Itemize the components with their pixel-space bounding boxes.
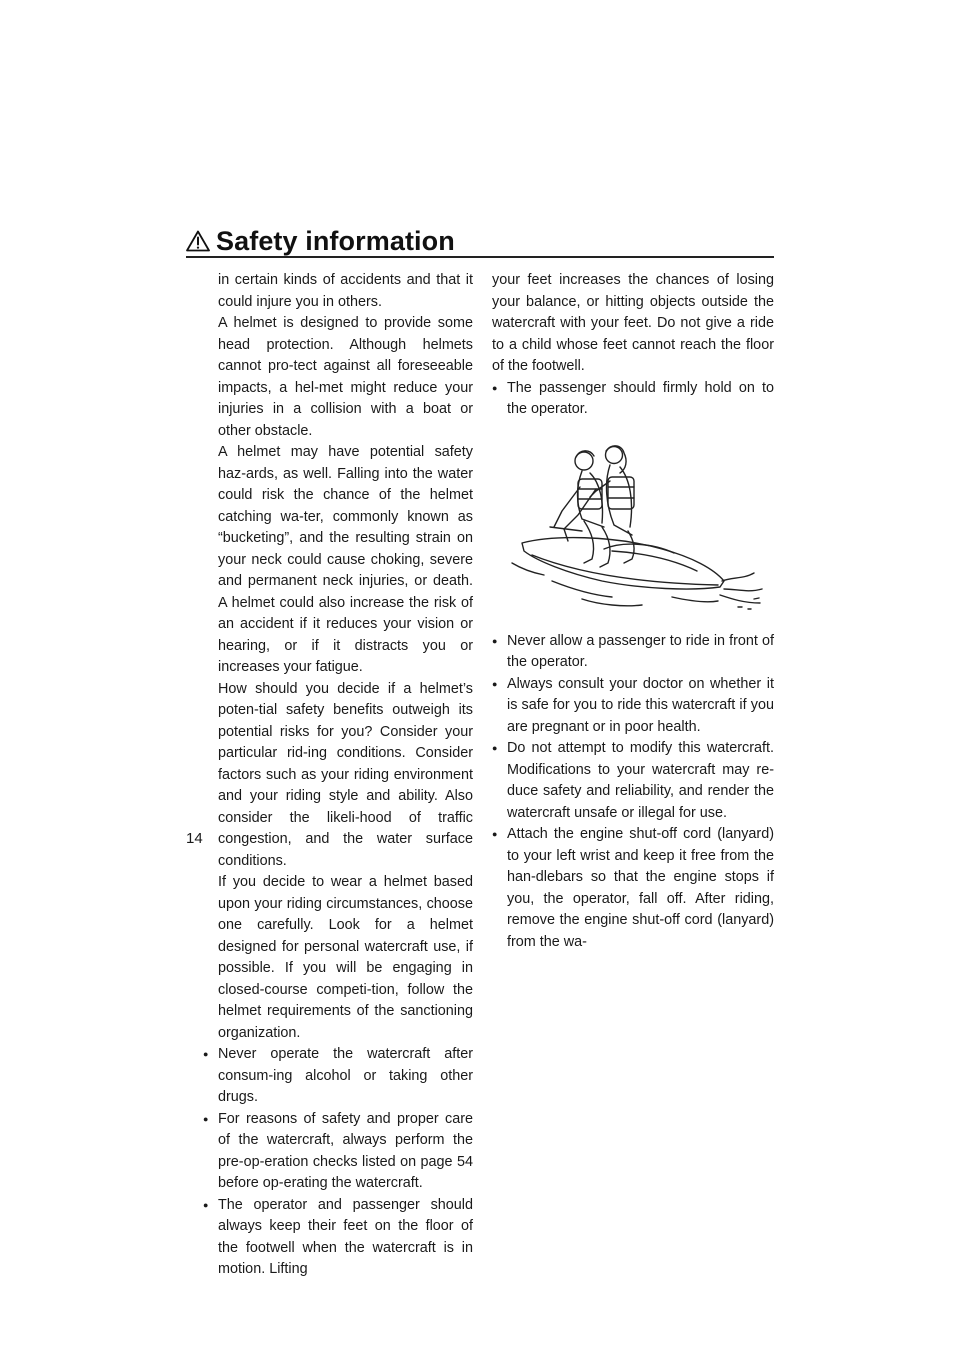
page-number: 14 [186, 830, 203, 847]
page-title: Safety information [216, 226, 455, 256]
list-item: ● Never operate the watercraft after consum-ing alcohol or taking other drugs. [203, 1044, 473, 1109]
list-item: ● For reasons of safety and proper care of the watercraft, always perform the pre-op-eration checks listed on page 54 before op-erating the watercraft. [203, 1109, 473, 1195]
paragraph: How should you decide if a helmet’s poten-tial safety benefits outweigh its potential risks for you? Consider your particular rid-ing conditions. Consider factors such as your riding environment and your riding style and ability. Also consider the likeli-hood of traffic congestion, and the water surface conditions. [218, 680, 473, 869]
paragraph: A helmet may have potential safety haz-ards, as well. Falling into the water could risk the chance of the helmet catching wa-ter, commonly known as “bucketing”, and the resulting strain on your neck could cause choking, severe and permanent neck injuries, or death. A helmet could also increase the risk of an accident if it reduces your vision or hearing, or if it distracts you or increases your fatigue. [218, 444, 473, 675]
header-divider [186, 256, 774, 258]
list-item: ● The operator and passenger should always keep their feet on the floor of the footwell when the watercraft is in motion. Lifting [203, 1195, 473, 1281]
list-item: ● The passenger should firmly hold on to the operator. [492, 378, 774, 421]
right-column [492, 270, 774, 953]
list-item: ● Attach the engine shut-off cord (lanyard) to your left wrist and keep it free from the han-dlebars so that the engine stops if you, the operator, fall off. After riding, remove the engine shut-off cord (lanyard) from the wa- [492, 824, 774, 953]
warning-triangle-icon [186, 230, 210, 252]
watercraft-rider-passenger-illustration [492, 431, 774, 617]
paragraph: in certain kinds of accidents and that it could injure you in others. [218, 272, 473, 310]
page-header [186, 224, 774, 258]
paragraph: your feet increases the chances of losing your balance, or hitting objects outside the watercraft with your feet. Do not give a ride to a child whose feet cannot reach the floor of the footwell. [492, 272, 774, 374]
left-column [218, 270, 473, 1281]
paragraph: If you decide to wear a helmet based upon your riding circumstances, choose one carefully. Look for a helmet designed for personal watercraft use, if possible. If you will be engaging in closed-course competi-tion, follow the helmet requirements of the sanctioning organization. [218, 874, 473, 1041]
paragraph: A helmet is designed to provide some head protection. Although helmets cannot pro-tect against all foreseeable impacts, a hel-met might reduce your injuries in a collision with a boat or other obstacle. [218, 315, 473, 439]
list-item: ● Always consult your doctor on whether it is safe for you to ride this watercraft if you are pregnant or in poor health. [492, 674, 774, 739]
list-item: ● Do not attempt to modify this watercraft. Modifications to your watercraft may re-duce safety and reliability, and render the watercraft unsafe or illegal for use. [492, 738, 774, 824]
list-item: ● Never allow a passenger to ride in front of the operator. [492, 631, 774, 674]
